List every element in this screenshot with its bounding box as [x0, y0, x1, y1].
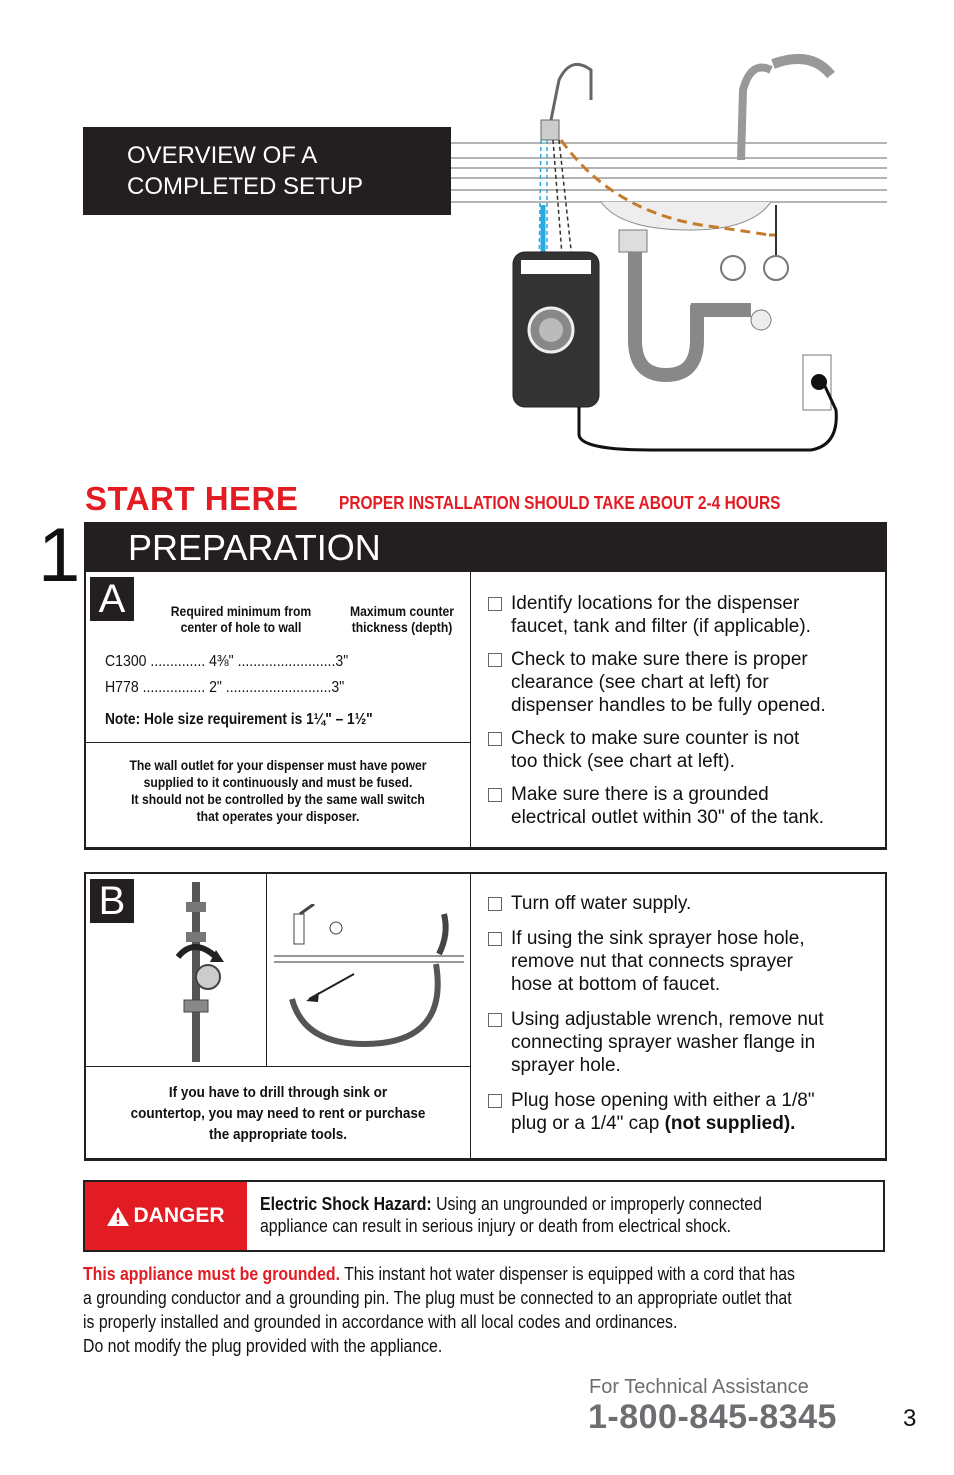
start-here-title: START HERE	[85, 480, 299, 517]
wrench-illustration	[146, 882, 266, 1062]
checklist-text: Check to make sure counter is not	[511, 728, 800, 749]
checklist-item[interactable]	[488, 1089, 883, 1135]
spec-model: C1300	[105, 653, 147, 670]
section-a-letter: A	[90, 577, 134, 621]
grounding-title: This appliance must be grounded.	[83, 1264, 341, 1284]
checklist-item[interactable]	[488, 648, 883, 717]
hole-size-note: Note: Hole size requirement is 1¼" – 1½"	[105, 711, 373, 728]
grounding-line: a grounding conductor and a grounding pin. The plug must be connected to an appropriate outlet that	[83, 1288, 792, 1308]
danger-text-line: Using an ungrounded or improperly connected	[431, 1194, 762, 1214]
spec-row	[105, 677, 344, 699]
checkbox[interactable]	[488, 897, 502, 911]
grounding-line: Do not modify the plug provided with the appliance.	[83, 1336, 443, 1356]
checkbox[interactable]	[488, 1013, 502, 1027]
checklist-item[interactable]	[488, 892, 883, 915]
checklist-text: plug or a 1/4" cap	[511, 1113, 665, 1134]
step-number: 1	[38, 513, 81, 598]
danger-box	[83, 1180, 885, 1252]
danger-hazard-title: Electric Shock Hazard:	[260, 1194, 432, 1214]
checkbox[interactable]	[488, 653, 502, 667]
sprayer-illustration	[274, 904, 464, 1054]
checkbox[interactable]	[488, 1094, 502, 1108]
section-b-checklist	[488, 892, 883, 1135]
checklist-text: If using the sink sprayer hose hole,	[511, 928, 805, 949]
drill-caption-line: countertop, you may need to rent or purchase	[130, 1105, 426, 1122]
drill-caption-line: If you have to drill through sink or	[168, 1084, 388, 1101]
section-a-panel	[84, 572, 887, 850]
danger-label	[85, 1182, 247, 1250]
grounding-line: is properly installed and grounded in accordance with all local codes and ordinances.	[83, 1312, 678, 1332]
grounding-paragraph	[83, 1262, 866, 1358]
spec-leader: ..............	[146, 653, 210, 670]
section-b-image-divider	[266, 874, 267, 1066]
col-min-header-line: Required minimum from	[170, 604, 312, 619]
checklist-text: too thick (see chart at left).	[511, 751, 735, 772]
tech-assistance-phone[interactable]: 1-800-845-8345	[588, 1398, 837, 1436]
section-b-divider	[470, 874, 471, 1160]
spec-min: 2"	[209, 679, 222, 696]
danger-text	[260, 1193, 823, 1237]
checklist-item[interactable]	[488, 927, 883, 996]
checklist-text: sprayer hole.	[511, 1055, 621, 1076]
section-b-panel	[84, 872, 887, 1161]
section-b-letter: B	[90, 879, 134, 923]
overview-heading	[83, 127, 451, 215]
tech-assistance-label: For Technical Assistance	[589, 1376, 809, 1398]
spec-min: 4⅜"	[209, 653, 234, 670]
overview-line-1: OVERVIEW OF A	[127, 142, 318, 169]
preparation-heading	[84, 522, 887, 572]
overview-line-2: COMPLETED SETUP	[127, 173, 364, 200]
checkbox[interactable]	[488, 788, 502, 802]
spec-max: 3"	[331, 679, 345, 696]
checklist-item[interactable]	[488, 592, 883, 638]
checklist-text: electrical outlet within 30" of the tank.	[511, 807, 825, 828]
col-max-header	[339, 604, 465, 636]
spec-row	[105, 651, 348, 673]
checklist-text: Plug hose opening with either a 1/8"	[511, 1090, 815, 1111]
checkbox[interactable]	[488, 932, 502, 946]
section-a-divider	[470, 572, 471, 847]
outlet-warning-line: that operates your disposer.	[196, 809, 360, 824]
not-supplied-text: (not supplied).	[664, 1113, 796, 1134]
checklist-text: faucet, tank and filter (if applicable).	[511, 616, 811, 637]
spec-leader: ................	[138, 679, 210, 696]
section-a-hdivider	[86, 742, 470, 743]
setup-illustration	[451, 40, 891, 460]
checklist-text: hose at bottom of faucet.	[511, 974, 721, 995]
spec-max: 3"	[335, 653, 349, 670]
outlet-warning	[114, 757, 442, 825]
drill-caption	[114, 1082, 442, 1145]
spec-leader: .........................	[233, 653, 336, 670]
checklist-text: Using adjustable wrench, remove nut	[511, 1009, 824, 1030]
outlet-warning-line: It should not be controlled by the same wall switch	[131, 792, 425, 807]
checklist-item[interactable]	[488, 783, 883, 829]
checkbox[interactable]	[488, 732, 502, 746]
checklist-text: connecting sprayer washer flange in	[511, 1032, 816, 1053]
checklist-text: remove nut that connects sprayer	[511, 951, 793, 972]
danger-label-text: DANGER	[133, 1204, 225, 1227]
section-b-hdivider	[86, 1066, 470, 1067]
checkbox[interactable]	[488, 597, 502, 611]
page-number: 3	[903, 1405, 917, 1432]
checklist-text: clearance (see chart at left) for	[511, 672, 769, 693]
spec-model: H778	[105, 679, 139, 696]
checklist-text: Identify locations for the dispenser	[511, 593, 800, 614]
checklist-text: Turn off water supply.	[511, 893, 692, 914]
checklist-item[interactable]	[488, 1008, 883, 1077]
col-max-header-line: thickness (depth)	[351, 620, 453, 635]
checklist-text: Check to make sure there is proper	[511, 649, 808, 670]
checklist-text: dispenser handles to be fully opened.	[511, 695, 826, 716]
outlet-warning-line: supplied to it continuously and must be fused.	[143, 775, 413, 790]
drill-caption-line: the appropriate tools.	[208, 1126, 348, 1143]
col-min-header-line: center of hole to wall	[180, 620, 302, 635]
preparation-title: PREPARATION	[128, 527, 381, 568]
start-here-subtitle: PROPER INSTALLATION SHOULD TAKE ABOUT 2-4 HOURS	[339, 493, 781, 513]
col-min-header	[156, 604, 327, 636]
warning-triangle-icon	[107, 1207, 129, 1226]
section-a-checklist	[488, 592, 883, 829]
spec-leader: ...........................	[221, 679, 332, 696]
grounding-line: This instant hot water dispenser is equipped with a cord that has	[340, 1264, 795, 1284]
col-max-header-line: Maximum counter	[350, 604, 454, 619]
danger-text-line: appliance can result in serious injury or death from electrical shock.	[260, 1216, 732, 1236]
checklist-item[interactable]	[488, 727, 883, 773]
checklist-text: Make sure there is a grounded	[511, 784, 769, 805]
outlet-warning-line: The wall outlet for your dispenser must have power	[129, 758, 427, 773]
